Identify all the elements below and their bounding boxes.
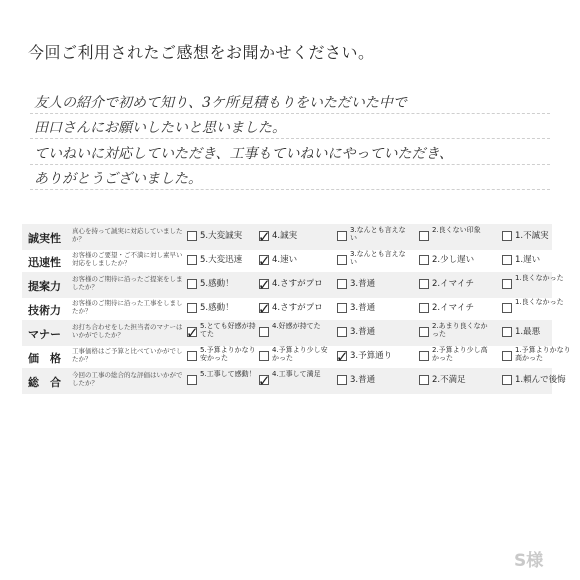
checkbox[interactable]	[419, 279, 429, 289]
survey-option-label: 2.不満足	[432, 375, 466, 385]
survey-option-label: 1.予算よりかなり高かった	[515, 346, 571, 362]
checkmark-icon: ✓	[258, 372, 271, 390]
checkbox[interactable]	[419, 327, 429, 337]
survey-category: 総 合	[28, 376, 61, 389]
survey-question: お打ち合わせをした担当者のマナーはいかがでしたか？	[72, 323, 183, 339]
survey-option-label: 3.普通	[350, 303, 376, 313]
survey-question: 工事価格はご予算と比べていかがでしたか？	[72, 347, 183, 363]
checkbox[interactable]	[502, 279, 512, 289]
checkbox[interactable]	[337, 231, 347, 241]
survey-option-label: 4.予算より少し安かった	[272, 346, 328, 362]
survey-question: お客様のご期待に沿った工事をしましたか？	[72, 299, 183, 315]
survey-option-label: 3.普通	[350, 327, 376, 337]
checkbox[interactable]	[502, 303, 512, 313]
survey-option-label: 4.工事して満足	[272, 370, 321, 378]
survey-option-label: 5.大変迅速	[200, 255, 243, 265]
checkbox[interactable]	[337, 279, 347, 289]
checkbox[interactable]	[502, 327, 512, 337]
survey-option-label: 4.誠実	[272, 231, 298, 241]
survey-option-label: 3.予算通り	[350, 351, 393, 361]
checkbox[interactable]	[337, 303, 347, 313]
survey-option-label: 1.最悪	[515, 327, 541, 337]
checkbox[interactable]	[187, 231, 197, 241]
survey-question: 真心を持って誠実に対応していましたか？	[72, 227, 183, 243]
ruled-line	[30, 113, 550, 114]
survey-option-label: 4.速い	[272, 255, 298, 265]
survey-row	[22, 344, 571, 370]
checkbox[interactable]	[419, 351, 429, 361]
checkbox[interactable]	[502, 255, 512, 265]
checkbox[interactable]	[258, 300, 271, 318]
survey-row	[22, 368, 566, 394]
ruled-line	[30, 164, 550, 165]
survey-category: マナー	[28, 328, 61, 341]
checkbox[interactable]	[187, 303, 197, 313]
checkbox[interactable]	[187, 351, 197, 361]
survey-option-label: 2.予算より少し高かった	[432, 346, 488, 362]
survey-category: 誠実性	[28, 232, 61, 245]
page-title: 今回ご利用されたご感想をお聞かせください。	[28, 43, 375, 62]
survey-option-label: 4.さすがプロ	[272, 303, 323, 313]
checkmark-icon: ✓	[258, 228, 271, 246]
survey-option-label: 1.良くなかった	[515, 274, 564, 282]
survey-option-label: 5.とても好感が持てた	[200, 322, 256, 338]
survey-option-label: 1.遅い	[515, 255, 541, 265]
checkbox[interactable]	[419, 375, 429, 385]
checkmark-icon: ✓	[336, 348, 349, 366]
handwritten-comment-line-3: ていねいに対応していただき、工事もていねいにやっていただき、	[34, 146, 453, 162]
checkbox[interactable]	[258, 276, 271, 294]
survey-option-label: 5.工事して感動！	[200, 370, 256, 378]
survey-row	[22, 296, 564, 322]
survey-option-label: 3.普通	[350, 375, 376, 385]
checkbox[interactable]	[419, 303, 429, 313]
checkmark-icon: ✓	[258, 252, 271, 270]
handwritten-comment-line-1: 友人の紹介で初めて知り、3ケ所見積もりをいただいた中で	[34, 95, 407, 111]
survey-option-label: 2.良くない印象	[432, 226, 481, 234]
checkbox[interactable]	[419, 231, 429, 241]
survey-option-label: 5.感動！	[200, 303, 234, 313]
survey-option-label: 1.不誠実	[515, 231, 549, 241]
survey-option-label: 1.頼んで後悔	[515, 375, 566, 385]
checkbox[interactable]	[419, 255, 429, 265]
checkbox[interactable]	[502, 375, 512, 385]
survey-question: 今回の工事の総合的な評価はいかがでしたか？	[72, 371, 183, 387]
handwritten-comment-line-4: ありがとうございました。	[34, 171, 202, 187]
checkbox[interactable]	[258, 372, 271, 390]
ruled-line	[30, 189, 550, 190]
checkbox[interactable]	[187, 255, 197, 265]
survey-category: 技術力	[28, 304, 61, 317]
survey-category: 提案力	[28, 280, 61, 293]
checkbox[interactable]	[186, 324, 199, 342]
checkbox[interactable]	[187, 279, 197, 289]
checkbox[interactable]	[337, 255, 347, 265]
checkbox[interactable]	[187, 375, 197, 385]
survey-option-label: 2.イマイチ	[432, 303, 474, 313]
survey-option-label: 5.予算よりかなり安かった	[200, 346, 256, 362]
survey-category: 迅速性	[28, 256, 61, 269]
survey-row	[22, 272, 564, 298]
survey-option-label: 2.少し遅い	[432, 255, 475, 265]
survey-option-label: 4.さすがプロ	[272, 279, 323, 289]
checkbox[interactable]	[336, 348, 349, 366]
checkbox[interactable]	[259, 351, 269, 361]
survey-option-label: 3.普通	[350, 279, 376, 289]
customer-signature: S様	[514, 551, 544, 571]
handwritten-comment-line-2: 田口さんにお願いしたいと思いました。	[34, 120, 286, 136]
checkbox[interactable]	[502, 231, 512, 241]
survey-row	[22, 224, 552, 250]
survey-row	[22, 320, 552, 346]
checkbox[interactable]	[258, 228, 271, 246]
survey-question: お客様のご要望・ご不満に対し素早い対応をしましたか？	[72, 251, 183, 267]
survey-option-label: 3.なんとも言えない	[350, 250, 406, 266]
checkbox[interactable]	[337, 327, 347, 337]
survey-question: お客様のご期待に沿ったご提案をしましたか？	[72, 275, 183, 291]
checkmark-icon: ✓	[258, 300, 271, 318]
checkbox[interactable]	[258, 252, 271, 270]
checkbox[interactable]	[337, 375, 347, 385]
checkbox[interactable]	[259, 327, 269, 337]
survey-option-label: 2.あまり良くなかった	[432, 322, 488, 338]
checkmark-icon: ✓	[258, 276, 271, 294]
ruled-line	[30, 138, 550, 139]
survey-option-label: 5.大変誠実	[200, 231, 243, 241]
survey-option-label: 4.好感が持てた	[272, 322, 321, 330]
survey-option-label: 5.感動！	[200, 279, 234, 289]
survey-option-label: 2.イマイチ	[432, 279, 474, 289]
survey-option-label: 1.良くなかった	[515, 298, 564, 306]
checkbox[interactable]	[502, 351, 512, 361]
survey-category: 価 格	[28, 352, 61, 365]
survey-option-label: 3.なんとも言えない	[350, 226, 406, 242]
survey-row	[22, 248, 552, 274]
checkmark-icon: ✓	[186, 324, 199, 342]
